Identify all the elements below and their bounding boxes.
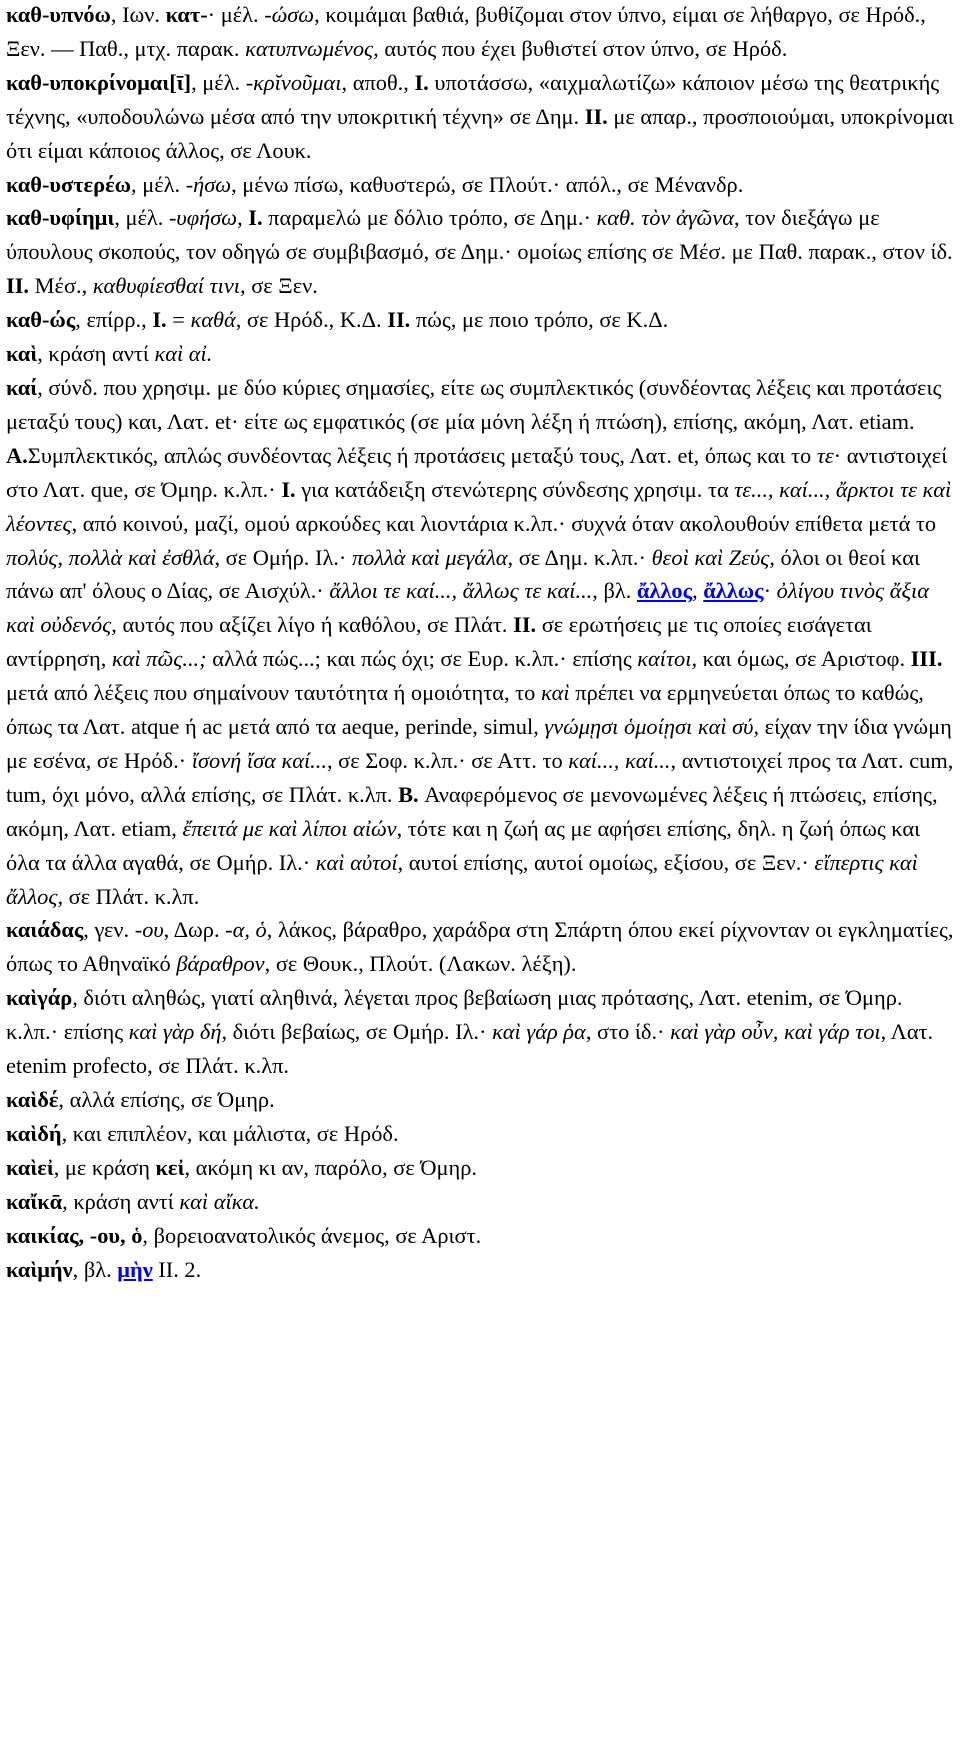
entry-kai (0, 371, 960, 914)
definition-text: για κατάδειξη στενώτερης σύνδεσης χρησιμ. τα (295, 476, 735, 502)
greek-citation: καὶ αἴκα. (179, 1188, 260, 1214)
headword: καί (6, 374, 38, 400)
headword: καικίας, -ου, ὁ (6, 1222, 143, 1248)
definition-text: , σύνδ. που χρησιμ. με δύο κύριες σημασίες, είτε ως συμπλεκτικός (συνδέοντας λέξεις και προτάσεις μεταξύ τους) και, Λατ. et· είτε ως εμφατικός (σε μία μόνη λέξη ή πτώση), επίσης, ακόμη, Λατ. etiam. (6, 374, 942, 434)
greek-citation: καθ. τὸν ἀγῶνα (596, 205, 735, 231)
greek-citation: καὶ πῶς...; (111, 646, 207, 672)
bold-marker: I. (248, 205, 263, 231)
definition-text: , με κράση (53, 1154, 156, 1180)
headword: καὶγάρ (6, 985, 73, 1011)
definition-text: , σε Ομήρ. Ιλ.· (214, 544, 352, 570)
definition-text: πώς, με ποιο τρόπο, σε Κ.Δ. (410, 307, 669, 333)
bold-marker: II. (6, 273, 30, 299)
definition-text: , διότι βεβαίως, σε Ομήρ. Ιλ.· (221, 1019, 493, 1045)
definition-text: , (692, 578, 704, 604)
greek-citation: καὶ (540, 680, 570, 706)
greek-citation: ὀλίγου τινὸς ἄξια καὶ οὐδενός (6, 578, 930, 638)
definition-text: , στο ίδ.· (585, 1019, 671, 1045)
definition-text: , αποθ., (341, 69, 415, 95)
greek-citation: -α, ὁ (225, 917, 267, 943)
definition-text: , κράση αντί (62, 1188, 180, 1214)
bold-marker: I. (152, 307, 167, 333)
entry-kath-ypnoo (0, 0, 960, 66)
headword: καθ-υπνόω (6, 2, 111, 27)
definition-text: , αλλά επίσης, σε Όμηρ. (58, 1087, 275, 1112)
definition-text: , ακόμη κι αν, παρόλο, σε Όμηρ. (184, 1154, 478, 1180)
greek-citation: θεοὶ καὶ Ζεύς (651, 544, 770, 570)
definition-text: σε ερωτήσεις με τις οποίες εισάγεται αντίρρηση, (6, 612, 872, 672)
headword: καιάδας (6, 917, 84, 943)
definition-text: , Δωρ. (163, 917, 226, 943)
greek-citation: κατυπνωμένος (245, 35, 374, 61)
entry-kaikias (0, 1219, 960, 1253)
definition-text: , μέλ. (114, 205, 169, 231)
headword: καἴκᾱ (6, 1188, 63, 1214)
bold-marker: II. (387, 307, 411, 333)
entry-kaide2 (0, 1117, 960, 1151)
definition-text: , και επιπλέον, και μάλιστα, σε Ηρόδ. (61, 1120, 399, 1146)
greek-citation: γνώμῃσι ὁμοίῃσι καὶ σύ (544, 714, 754, 740)
definition-text: , γεν. (83, 917, 135, 943)
definition-text: , κράση αντί (37, 341, 155, 367)
greek-citation: -ου (134, 917, 164, 943)
headword: καθ-υφίημι (6, 205, 115, 231)
definition-text: , τότε και η ζωή ας με αφήσει επίσης, δηλ. η ζωή όπως και όλα τα άλλα αγαθά, σε Ομήρ. Ιλ.· (6, 815, 921, 875)
entry-kai-krasis (0, 337, 960, 371)
definition-text: , βλ. (72, 1256, 118, 1282)
greek-citation: καὶ γάρ ῥα (492, 1019, 586, 1045)
definition-text: , σε Πλάτ. κ.λπ. (57, 883, 200, 909)
entry-kath-ypokrinomai (0, 66, 960, 168)
headword: καθ-υστερέω (6, 171, 132, 197)
definition-text: παραμελώ με δόλιο τρόπο, σε Δημ.· (262, 205, 597, 231)
cross-reference-link[interactable]: ἄλλος (636, 578, 693, 604)
entry-kaide (0, 1083, 960, 1117)
definition-text: , αυτός που αξίζει λίγο ή καθόλου, σε Πλάτ. (111, 612, 514, 638)
definition-text: , είχαν την ίδια γνώμη με εσένα, σε Ηρόδ.· (6, 714, 952, 773)
definition-text: , όλοι οι θεοί και πάνω απ' όλους ο Δίας, σε Αισχύλ.· (6, 544, 921, 604)
greek-citation: καίτοι (637, 646, 692, 672)
definition-text: , μένω πίσω, καθυστερώ, σε Πλούτ.· απόλ., σε Μένανδρ. (231, 171, 744, 197)
definition-text: Αναφερόμενος σε μενονωμένες λέξεις ή πτώσεις, επίσης, ακόμη, Λατ. etiam, (6, 781, 938, 841)
definition-text: , σε Σοφ. κ.λπ.· σε Αττ. το (326, 747, 569, 773)
definition-text: , σε Δημ. κ.λπ.· (507, 544, 652, 570)
definition-text: Μέσ., (29, 273, 93, 299)
headword: καθ-υποκρίνομαι[ῑ] (6, 69, 192, 95)
greek-citation: πολύς, πολλὰ καὶ ἐσθλά (6, 544, 215, 570)
headword: καὶ (6, 341, 38, 367)
definition-text: , τον διεξάγω με ύπουλους σκοπούς, τον οδηγώ σε συμβιβασμό, σε Δημ.· ομοίως επίσης σε Μέσ. με Παθ. παρακ., στον ίδ. (6, 205, 953, 265)
greek-citation: καθά (190, 307, 236, 333)
definition-text: · (763, 578, 777, 604)
definition-text: , από κοινού, μαζί, ομού αρκούδες και λιοντάρια κ.λπ.· συχνά όταν ακολουθούν επίθετα μετά το (71, 510, 937, 536)
definition-text: , διότι αληθώς, γιατί αληθινά, λέγεται προς βεβαίωση μιας πρότασης, Λατ. etenim, σε Όμηρ. κ.λπ.· επίσης (6, 985, 903, 1045)
definition-text: , λάκος, βάραθρο, χαράδρα στη Σπάρτη όπου εκεί ρίχνονταν οι εγκληματίες, όπως το Αθηναϊκό (6, 917, 954, 977)
greek-citation: ἔπειτά με καὶ λίποι αἰών (182, 815, 397, 841)
definition-text: , μέλ. (131, 171, 186, 197)
definition-text: , Λατ. etenim profecto, σε Πλάτ. κ.λπ. (6, 1019, 934, 1079)
definition-text: , και όμως, σε Αριστοφ. (691, 646, 911, 672)
definition-text: , βορειοανατολικός άνεμος, σε Αριστ. (142, 1222, 482, 1248)
definition-text: πρέπει να ερμηνεύεται όπως το καθώς, όπως τα Λατ. atque ή ac μετά από τα aeque, perinde, simul, (6, 680, 924, 740)
definition-text: αλλά πώς...; και πώς όχι; σε Ευρ. κ.λπ.· επίσης (206, 646, 638, 672)
definition-text: · μέλ. (207, 2, 265, 27)
definition-text: μετά από λέξεις που σημαίνουν ταυτότητα ή ομοιότητα, το (6, 680, 541, 706)
bold-marker: II. (513, 612, 537, 638)
headword: καὶμήν (6, 1256, 73, 1282)
definition-text: , αντιστοιχεί προς τα Λατ. cum, tum, όχι μόνο, αλλά επίσης, σε Πλάτ. κ.λπ. (6, 747, 954, 807)
definition-text: , κοιμάμαι βαθιά, βυθίζομαι στον ύπνο, είμαι σε λήθαργο, σε Ηρόδ., Ξεν. — Παθ., μτχ. παρακ. (6, 2, 926, 61)
definition-text: , αυτός που έχει βυθιστεί στον ύπνο, σε Ηρόδ. (373, 35, 788, 61)
definition-text: = (166, 307, 191, 333)
bold-marker: A. (6, 442, 28, 468)
bold-marker: II. (584, 103, 608, 129)
greek-citation: εἴπερτις καὶ ἄλλος (6, 849, 918, 909)
greek-citation: -ήσω (185, 171, 232, 197)
definition-text: , σε Θουκ., Πλούτ. (Λακων. λέξη). (264, 951, 577, 977)
bold-marker: B. (398, 781, 419, 807)
greek-citation: καὶ γὰρ δή (128, 1019, 222, 1045)
entry-kath-yfiemi (0, 201, 960, 303)
greek-citation: ἴσονή ἴσα καί... (191, 747, 327, 773)
definition-text: , αυτοί επίσης, αυτοί ομοίως, εξίσου, σε Ξεν.· (397, 849, 815, 875)
entry-kath-ystereo (0, 168, 960, 202)
greek-citation: τε..., καί..., ἄρκτοι τε καὶ λέοντες (6, 476, 952, 536)
greek-citation: καὶ αὐτοί (315, 849, 398, 875)
greek-citation: -ώσω (264, 2, 315, 27)
definition-text: , μέλ. (191, 69, 246, 95)
entry-kaiei (0, 1151, 960, 1185)
greek-citation: -κρῐνοῦμαι (245, 69, 342, 95)
entry-kaigar (0, 981, 960, 1083)
definition-text: υποτάσσω, «αιχμαλωτίζω» κάποιον μέσω της θεατρικής τέχνης, «υποδουλώνω μέσα από την υποκριτική τέχνη» σε Δημ. (6, 69, 940, 129)
definition-text: Συμπλεκτικός, απλώς συνδέοντας λέξεις ή προτάσεις μεταξύ τους, Λατ. et, όπως και το (27, 442, 817, 468)
entry-kaika (0, 1185, 960, 1219)
greek-citation: καθυφίεσθαί τινι (92, 273, 241, 299)
definition-text: · αντιστοιχεί στο Λατ. que, σε Όμηρ. κ.λπ.· (6, 442, 948, 502)
bold-marker: III. (910, 646, 943, 672)
headword: καὶεἰ (6, 1154, 54, 1180)
headword: καὶδή (6, 1120, 62, 1146)
definition-text: με απαρ., προσποιούμαι, υποκρίνομαι ότι είμαι κάποιος άλλος, σε Λουκ. (6, 103, 954, 163)
bold-marker: κεἰ (155, 1154, 185, 1180)
entry-kaimen (0, 1253, 960, 1287)
greek-citation: τε (816, 442, 834, 468)
definition-text: , επίρρ., (75, 307, 153, 333)
greek-citation: καί..., καί... (568, 747, 671, 773)
definition-text: , βλ. (592, 578, 637, 604)
greek-citation: -υφήσω (168, 205, 238, 231)
definition-text: II. 2. (152, 1256, 202, 1282)
greek-citation: καὶ γὰρ οὖν, καὶ γάρ τοι (670, 1019, 881, 1045)
cross-reference-link[interactable]: ἄλλως (703, 578, 764, 604)
definition-text: , σε Ηρόδ., Κ.Δ. (235, 307, 388, 333)
greek-citation: βάραθρον (176, 951, 265, 977)
headword: καὶδέ (6, 1087, 59, 1112)
definition-text: , (237, 205, 249, 231)
bold-marker: κατ- (165, 2, 208, 27)
bold-marker: I. (414, 69, 429, 95)
greek-citation: καὶ αἰ. (154, 341, 213, 367)
greek-citation: πολλὰ καὶ μεγάλα (351, 544, 508, 570)
bold-marker: I. (281, 476, 296, 502)
definition-text: , σε Ξεν. (240, 273, 318, 299)
cross-reference-link[interactable]: μὴν (117, 1256, 153, 1282)
greek-citation: ἄλλοι τε καί..., ἄλλως τε καί... (329, 578, 593, 604)
headword: καθ-ώς (6, 307, 76, 333)
definition-text: , Ιων. (110, 2, 166, 27)
entry-kath-os (0, 303, 960, 337)
entry-kaiadas (0, 913, 960, 981)
